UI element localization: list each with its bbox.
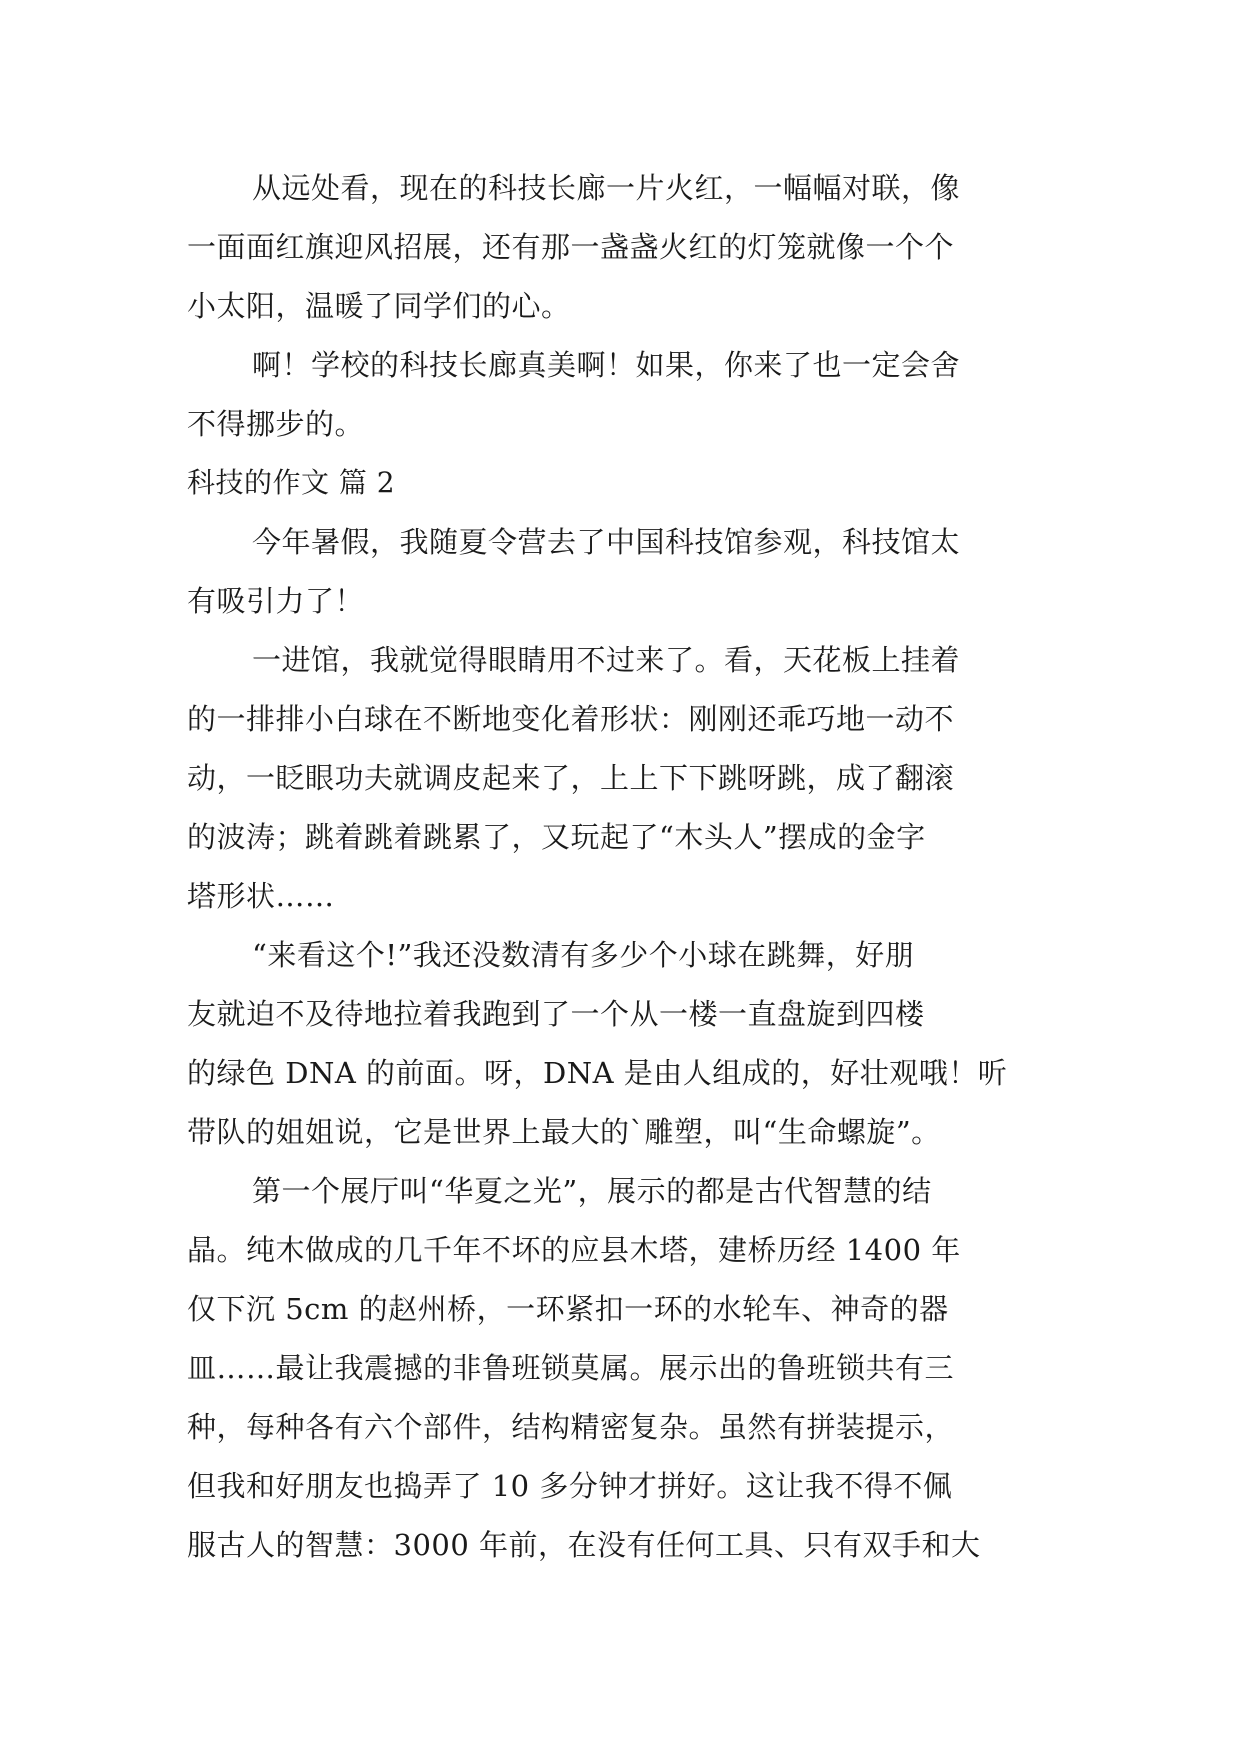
- paragraph-line: 啊！学校的科技长廊真美啊！如果，你来了也一定会舍: [252, 348, 961, 382]
- paragraph-line: 今年暑假，我随夏令营去了中国科技馆参观，科技馆太: [252, 525, 961, 559]
- paragraph-line: 但我和好朋友也捣弄了 10 多分钟才拼好。这让我不得不佩: [187, 1469, 953, 1503]
- paragraph-line: “来看这个!”我还没数清有多少个小球在跳舞，好朋: [252, 938, 915, 972]
- paragraph-line: 动，一眨眼功夫就调皮起来了，上上下下跳呀跳，成了翻滚: [187, 761, 955, 795]
- paragraph-line: 从远处看，现在的科技长廊一片火红，一幅幅对联，像: [252, 171, 961, 205]
- paragraph-line: 服古人的智慧：3000 年前，在没有任何工具、只有双手和大: [187, 1528, 981, 1562]
- paragraph-line: 仅下沉 5cm 的赵州桥，一环紧扣一环的水轮车、神奇的器: [187, 1292, 949, 1326]
- paragraph-line: 的波涛；跳着跳着跳累了，又玩起了“木头人”摆成的金字: [187, 820, 926, 854]
- paragraph-line: 皿……最让我震撼的非鲁班锁莫属。展示出的鲁班锁共有三: [187, 1351, 955, 1385]
- paragraph-line: 一进馆，我就觉得眼睛用不过来了。看，天花板上挂着: [252, 643, 961, 677]
- section-heading: 科技的作文 篇 2: [187, 466, 396, 499]
- paragraph-line: 有吸引力了！: [187, 584, 365, 618]
- paragraph-line: 一面面红旗迎风招展，还有那一盏盏火红的灯笼就像一个个: [187, 230, 955, 264]
- paragraph-line: 友就迫不及待地拉着我跑到了一个从一楼一直盘旋到四楼: [187, 997, 925, 1031]
- paragraph-line: 塔形状……: [187, 879, 335, 913]
- paragraph-line: 晶。纯木做成的几千年不坏的应县木塔，建桥历经 1400 年: [187, 1233, 961, 1267]
- paragraph-line: 种，每种各有六个部件，结构精密复杂。虽然有拼装提示，: [187, 1410, 955, 1444]
- paragraph-line: 带队的姐姐说，它是世界上最大的`雕塑，叫“生命螺旋”。: [187, 1115, 941, 1149]
- paragraph-line: 的一排排小白球在不断地变化着形状：刚刚还乖巧地一动不: [187, 702, 955, 736]
- paragraph-line: 的绿色 DNA 的前面。呀，DNA 是由人组成的，好壮观哦！听: [187, 1056, 1008, 1090]
- paragraph-line: 小太阳，温暖了同学们的心。: [187, 289, 571, 323]
- paragraph-line: 不得挪步的。: [187, 407, 365, 441]
- paragraph-line: 第一个展厅叫“华夏之光”，展示的都是古代智慧的结: [252, 1174, 932, 1208]
